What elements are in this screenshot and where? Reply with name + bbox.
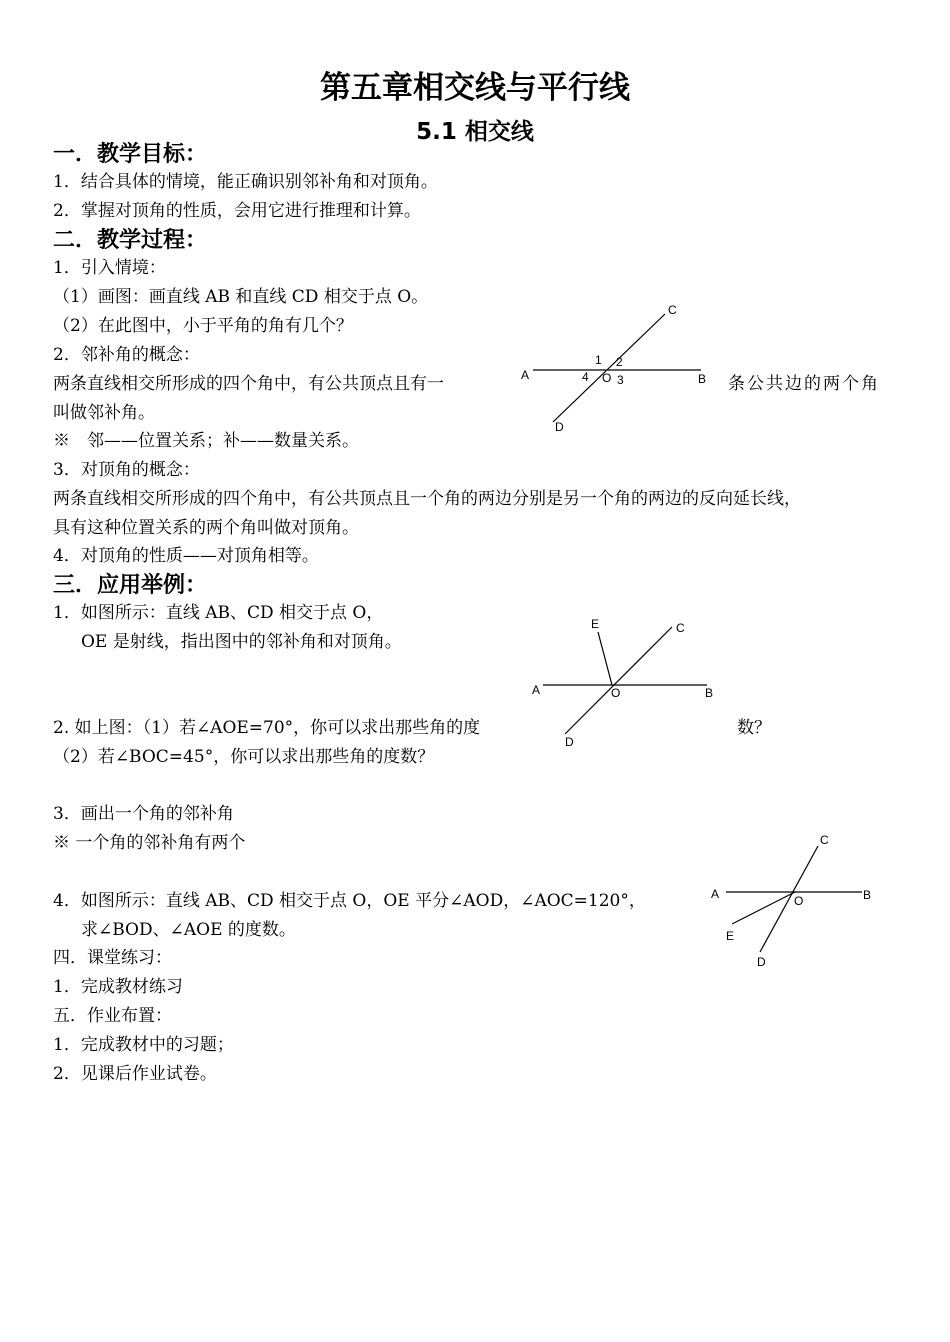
homework-item: 2．见课后作业试卷。	[53, 1064, 217, 1084]
figure-intersecting-lines-2	[525, 612, 725, 752]
label-O: O	[794, 894, 804, 908]
process-line: 条公共边的两个角	[728, 374, 880, 394]
label-B: B	[863, 888, 872, 902]
angle-label-4: 4	[582, 370, 589, 384]
label-C: C	[668, 303, 677, 317]
angle-label-3: 3	[617, 373, 624, 387]
process-line: 叫做邻补角。	[53, 403, 155, 423]
objective-item: 2．掌握对顶角的性质，会用它进行推理和计算。	[53, 201, 421, 221]
example-line: （2）若∠BOC=45°，你可以求出那些角的度数？	[53, 747, 435, 767]
section-heading-practice: 四．课堂练习：	[53, 948, 172, 968]
label-C: C	[820, 833, 829, 847]
process-line: 2．邻补角的概念：	[53, 345, 200, 365]
process-line: 具有这种位置关系的两个角叫做对顶角。	[53, 518, 359, 538]
angle-label-2: 2	[616, 355, 623, 369]
homework-item: 1．完成教材中的习题；	[53, 1035, 234, 1055]
example-line: OE 是射线，指出图中的邻补角和对顶角。	[81, 632, 402, 652]
label-A: A	[521, 368, 530, 382]
label-A: A	[532, 683, 541, 697]
section-heading-homework: 五．作业布置：	[53, 1006, 172, 1026]
process-line: 1．引入情境：	[53, 258, 166, 278]
objective-item: 1．结合具体的情境，能正确识别邻补角和对顶角。	[53, 172, 438, 192]
process-line: （2）在此图中，小于平角的角有几个？	[53, 316, 353, 336]
label-E: E	[591, 617, 600, 631]
example-line: 求∠BOD、∠AOE 的度数。	[81, 920, 296, 940]
page-subtitle: 5.1 相交线	[416, 119, 534, 145]
label-E: E	[726, 929, 735, 943]
example-line: 数？	[737, 718, 771, 738]
figure-intersecting-lines-3	[700, 828, 890, 973]
label-A: A	[711, 887, 720, 901]
example-line: 3．画出一个角的邻补角	[53, 804, 234, 824]
process-line: 4．对顶角的性质——对顶角相等。	[53, 546, 319, 566]
label-D: D	[757, 955, 766, 969]
section-heading-examples: 三．应用举例：	[53, 573, 208, 598]
practice-item: 1．完成教材练习	[53, 977, 183, 997]
label-D: D	[565, 735, 574, 749]
section-heading-process: 二．教学过程：	[53, 228, 208, 253]
label-D: D	[555, 420, 564, 434]
example-line: 2. 如上图：（1）若∠AOE=70°，你可以求出那些角的度	[53, 718, 481, 738]
process-note: ※ 邻——位置关系；补——数量关系。	[53, 431, 359, 451]
section-heading-objectives: 一．教学目标：	[53, 142, 208, 167]
label-B: B	[698, 372, 707, 386]
figure-intersecting-lines-1	[515, 298, 715, 438]
page-title: 第五章相交线与平行线	[320, 70, 630, 106]
example-note: ※ 一个角的邻补角有两个	[53, 833, 246, 853]
example-line: 4．如图所示：直线 AB、CD 相交于点 O，OE 平分∠AOD，∠AOC=120°，	[53, 891, 646, 911]
label-O: O	[602, 371, 612, 385]
label-O: O	[611, 686, 621, 700]
label-B: B	[705, 686, 714, 700]
process-line: 两条直线相交所形成的四个角中，有公共顶点且有一	[53, 374, 444, 394]
process-line: 两条直线相交所形成的四个角中，有公共顶点且一个角的两边分别是另一个角的两边的反向延长线，	[53, 489, 801, 509]
process-line: 3．对顶角的概念：	[53, 460, 200, 480]
example-line: 1．如图所示：直线 AB、CD 相交于点 O，	[53, 603, 384, 623]
label-C: C	[676, 621, 685, 635]
angle-label-1: 1	[595, 353, 602, 367]
process-line: （1）画图：画直线 AB 和直线 CD 相交于点 O。	[53, 287, 429, 307]
